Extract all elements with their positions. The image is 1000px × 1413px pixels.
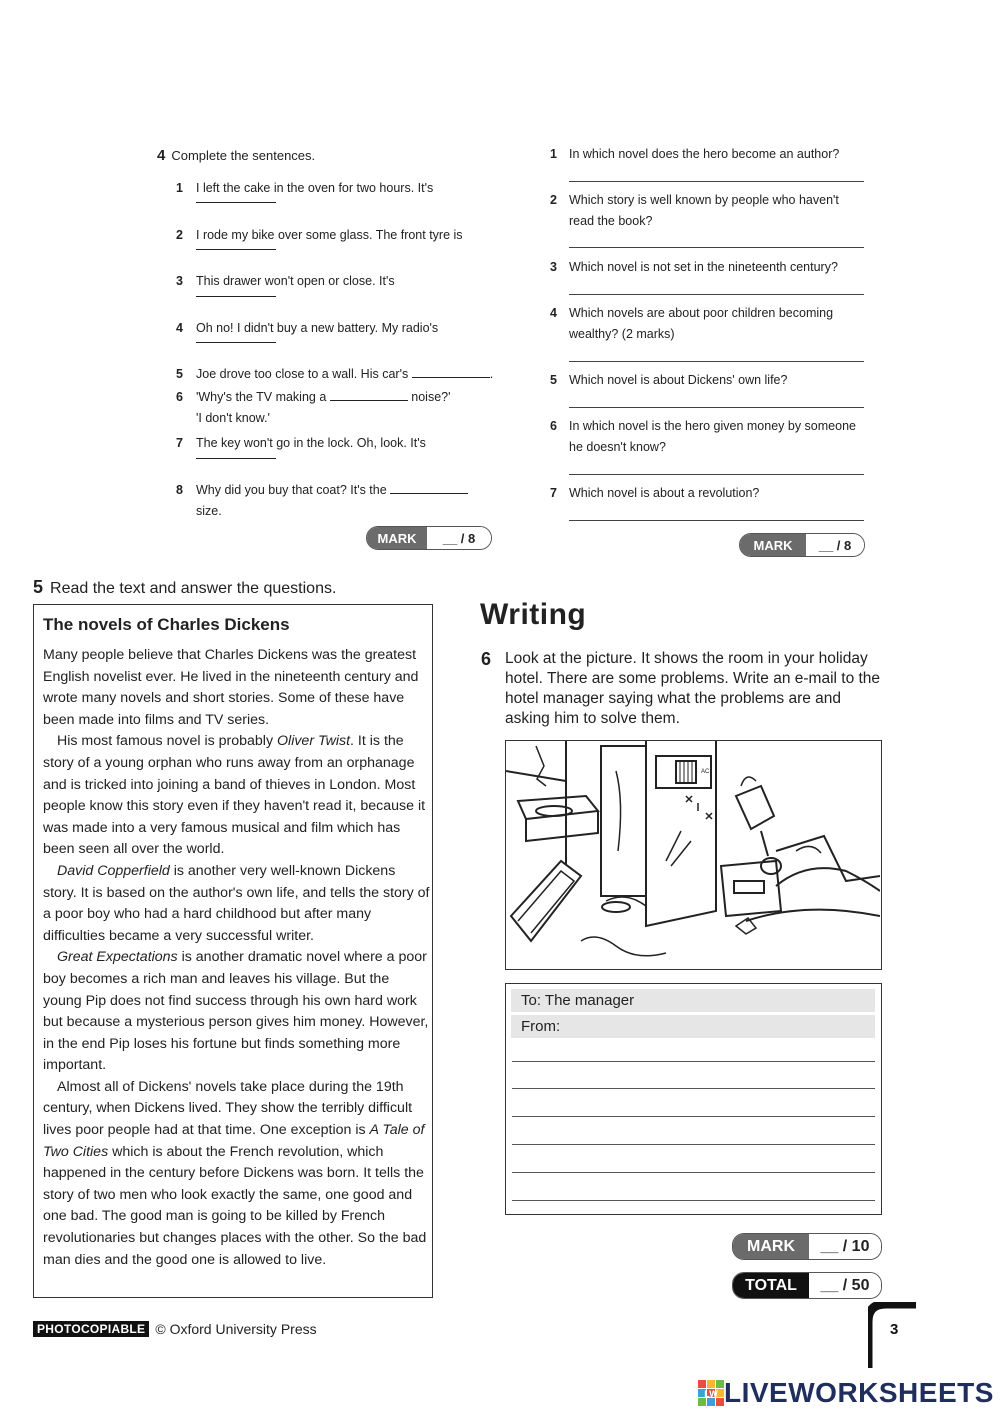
- sentence-4: 4 Oh no! I didn't buy a new battery. My radio's: [176, 321, 439, 335]
- ac-label: AC: [701, 769, 710, 775]
- page-tab-shape: [868, 1302, 916, 1368]
- paragraph-3: David Copperfield is another very well-known Dickens story. It is based on the author's own life, and tells the story of a poor boy who had a hard childhood but after many difficulties became a very successful writer.: [43, 862, 430, 944]
- answer-blank-2[interactable]: [196, 249, 276, 250]
- sentence-1: 1 I left the cake in the oven for two hours. It's: [176, 181, 434, 195]
- paragraph-4: Great Expectations is another dramatic novel where a poor boy becomes a rich man and leaves his village. But the young Pip does not find success through his own hard work but because a mysterious person gives him money. However, in the end Pip loses his fortune but finds something more important.: [43, 949, 429, 1074]
- total-box: [732, 1272, 882, 1299]
- paragraph-5: Almost all of Dickens' novels take place during the 19th century, when Dickens lived. They show the terribly difficult lives poor people had at that time. One exception is A Tale of Two Cities which is about the French revolution, which happened in the century before Dickens was born. It tells the story of two men who look exactly the same, one good and one bad. The good man is going to be killed by French revolutionaries but changes places with the other. So the bad man dies and the good one is allowed to live.: [43, 1078, 427, 1268]
- exercise-number: 5: [33, 577, 44, 597]
- answer-blank-5[interactable]: [412, 365, 490, 378]
- question-3: 3 Which novel is not set in the nineteenth century?: [550, 260, 838, 274]
- mark-value: __ / 10: [809, 1234, 881, 1259]
- total-label: TOTAL: [733, 1273, 809, 1298]
- publisher-text: © Oxford University Press: [155, 1321, 317, 1337]
- exercise-4-title: 4 Complete the sentences.: [157, 147, 316, 164]
- question-7: 7 Which novel is about a revolution?: [550, 486, 760, 500]
- paragraph-2: His most famous novel is probably Oliver Twist. It is the story of a young orphan who runs away from an orphanage and is tricked into joining a band of thieves in London. Most people know this story even if they haven't read it, because it was made into a very famous musical and film which has been seen all over the world.: [43, 733, 426, 858]
- writing-line[interactable]: [512, 1088, 875, 1089]
- sentence-7: 7 The key won't go in the lock. Oh, look. It's: [176, 436, 426, 450]
- reading-text-box: [33, 604, 433, 1298]
- answer-line-6[interactable]: [569, 474, 864, 475]
- answer-blank-6[interactable]: [330, 388, 408, 401]
- page-number-tab: [868, 1302, 916, 1368]
- to-field[interactable]: To: The manager: [511, 989, 875, 1012]
- writing-line[interactable]: [512, 1144, 875, 1145]
- liveworksheets-logo-icon: [698, 1380, 724, 1406]
- from-field[interactable]: From:: [511, 1015, 875, 1038]
- exercise-number: 4: [157, 147, 166, 164]
- hotel-room-illustration: [506, 741, 880, 968]
- mark-box-writing: [732, 1233, 882, 1260]
- svg-text:LW: LW: [704, 1389, 718, 1399]
- answer-blank-3[interactable]: [196, 296, 276, 297]
- footer: [33, 1321, 317, 1337]
- mark-label: MARK: [367, 527, 427, 549]
- answer-blank-4[interactable]: [196, 342, 276, 343]
- paragraph-1: Many people believe that Charles Dickens was the greatest English novelist ever. He lived in the nineteenth century and wrote many novels and short stories. Some of these have been made into films and TV series.: [43, 647, 419, 728]
- reading-body: [43, 645, 431, 1271]
- answer-blank-8[interactable]: [390, 481, 468, 494]
- hotel-room-picture: [505, 740, 882, 970]
- mark-label: MARK: [740, 534, 806, 556]
- mark-label: MARK: [733, 1234, 809, 1259]
- answer-line-1[interactable]: [569, 181, 864, 182]
- answer-line-4[interactable]: [569, 361, 864, 362]
- brand-text: LIVEWORKSHEETS: [724, 1377, 994, 1408]
- question-2: 2 Which story is well known by people who haven't read the book?: [550, 193, 839, 228]
- answer-blank-1[interactable]: [196, 202, 276, 203]
- email-form: [505, 983, 882, 1215]
- total-value: __ / 50: [809, 1273, 881, 1298]
- exercise-6-instruction: 6 Look at the picture. It shows the room in your holiday hotel. There are some problems. Write an e-mail to the hotel manager saying what the problems are and asking him to solve them.: [481, 649, 881, 727]
- answer-line-2[interactable]: [569, 247, 864, 248]
- question-6: 6 In which novel is the hero given money by someone he doesn't know?: [550, 419, 856, 454]
- sentence-2: 2 I rode my bike over some glass. The front tyre is: [176, 228, 463, 242]
- question-1: 1 In which novel does the hero become an author?: [550, 147, 840, 161]
- exercise-5-title: 5 Read the text and answer the questions.: [33, 577, 337, 597]
- mark-box-ex4: [366, 526, 492, 550]
- writing-heading: Writing: [480, 598, 587, 631]
- sentence-8: 8 Why did you buy that coat? It's the size.: [176, 480, 496, 522]
- page-number: 3: [890, 1321, 899, 1338]
- writing-line[interactable]: [512, 1116, 875, 1117]
- sentence-6: 6 'Why's the TV making a noise?' 'I don't know.': [176, 390, 451, 425]
- sentence-3: 3 This drawer won't open or close. It's: [176, 274, 395, 288]
- writing-line[interactable]: [512, 1200, 875, 1201]
- sentence-5: 5 Joe drove too close to a wall. His car's .: [176, 367, 494, 381]
- question-4: 4 Which novels are about poor children becoming wealthy? (2 marks): [550, 306, 834, 341]
- photocopiable-label: PHOTOCOPIABLE: [33, 1321, 149, 1337]
- answer-line-5[interactable]: [569, 407, 864, 408]
- liveworksheets-brand: [698, 1377, 994, 1409]
- exercise-number: 6: [481, 649, 492, 669]
- writing-line[interactable]: [512, 1061, 875, 1062]
- question-5: 5 Which novel is about Dickens' own life?: [550, 373, 788, 387]
- answer-line-3[interactable]: [569, 294, 864, 295]
- answer-blank-7[interactable]: [196, 458, 276, 459]
- answer-line-7[interactable]: [569, 520, 864, 521]
- mark-value: __ / 8: [806, 534, 864, 556]
- reading-title: The novels of Charles Dickens: [43, 615, 290, 634]
- mark-value: __ / 8: [427, 527, 491, 549]
- writing-line[interactable]: [512, 1172, 875, 1173]
- mark-box-questions: [739, 533, 865, 557]
